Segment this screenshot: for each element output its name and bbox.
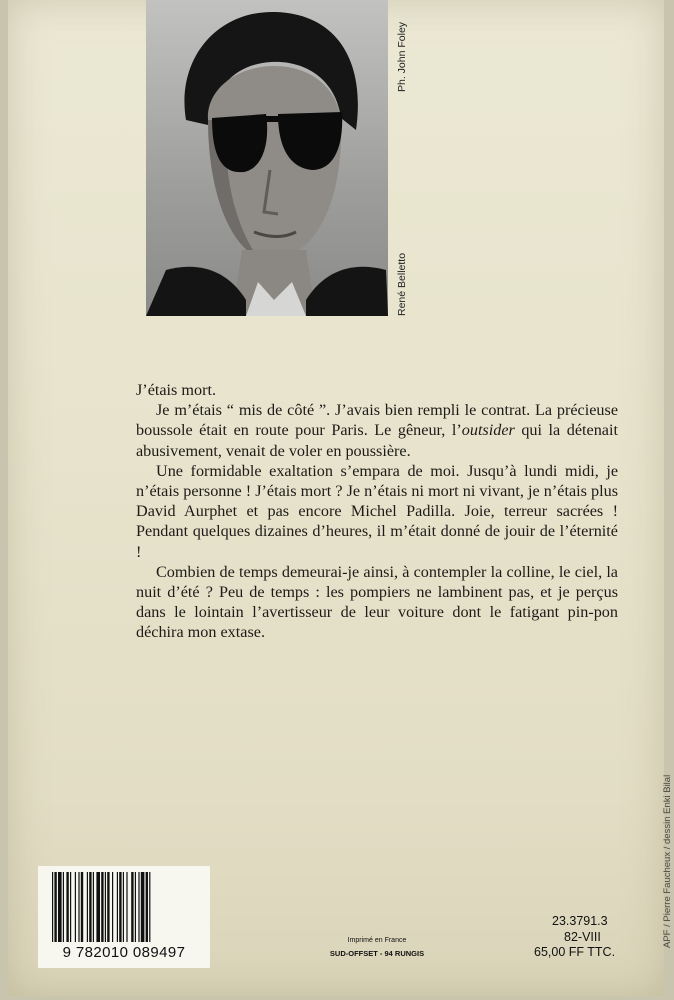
barcode-bar [105, 872, 106, 942]
barcode-bar [146, 872, 148, 942]
barcode-bar [112, 872, 113, 942]
barcode-bar [54, 872, 56, 942]
portrait-illustration [146, 0, 388, 316]
isbn-digits: 9 782010 089497 [62, 944, 186, 961]
barcode-bars [38, 866, 210, 946]
barcode-bar [131, 872, 133, 942]
printer-name-line: SUD-OFFSET - 94 RUNGIS [329, 949, 425, 958]
catalog-reference: 23.3791.3 [552, 914, 608, 928]
printed-in-line: Imprimé en France [347, 937, 407, 944]
excerpt-paragraph: Combien de temps demeurai-je ainsi, à contempler la colline, le ciel, la nuit d’été ? Peu de temps : les pompiers ne lambinent pas, et je perçus dans le lointain l’avertisseur de leur voiture dont le fatigant pin-pon déchira mon extase. [136, 562, 618, 642]
photographer-credit: Ph. John Foley [396, 21, 408, 92]
barcode-bar [66, 872, 68, 942]
excerpt-paragraph: Je m’étais “ mis de côté ”. J’avais bien rempli le contrat. La précieuse boussole était en route pour Paris. Le gêneur, l’outsider qui la détenait abusivement, venait de voler en poussière. [136, 401, 618, 460]
book-excerpt [136, 380, 618, 643]
barcode-bar [135, 872, 136, 942]
barcode-bar [75, 872, 76, 942]
excerpt-paragraph: Une formidable exaltation s’empara de moi. Jusqu’à lundi midi, je n’étais personne ! J’étais mort ? Je n’étais ni mort ni vivant, je n’étais plus David Aurphet et pas encore Michel Padilla. Joie, terreur sacrées ! Pendant quelques dizaines d’heures, il m’était donné de jouir de l’éternité ! [136, 461, 618, 561]
barcode-bar [141, 872, 145, 942]
barcode-bar [138, 872, 139, 942]
author-photo [146, 0, 388, 316]
barcode-bar [70, 872, 71, 942]
excerpt-paragraph: J’étais mort. [136, 381, 217, 399]
price-amount: 65,00 FF TTC. [534, 945, 616, 959]
barcode-bar [117, 872, 118, 942]
barcode-bar [78, 872, 79, 942]
printer-info [318, 937, 436, 958]
barcode-bar [96, 872, 100, 942]
barcode-bar [81, 872, 83, 942]
barcode-bar [89, 872, 91, 942]
series-code: 82-VIII [564, 929, 601, 944]
back-cover [8, 0, 664, 996]
barcode-bar [123, 872, 124, 942]
design-credit: APF / Pierre Faucheux / dessin Enki Bilal [662, 774, 673, 948]
barcode-bar [126, 872, 127, 942]
barcode-bar [58, 872, 62, 942]
barcode-bar [52, 872, 53, 942]
barcode-bar [149, 872, 150, 942]
author-name-caption: René Belletto [396, 252, 408, 316]
isbn-barcode [38, 866, 210, 968]
barcode-bar [119, 872, 121, 942]
barcode-bar [93, 872, 94, 942]
barcode-bar [63, 872, 64, 942]
barcode-bar [101, 872, 103, 942]
barcode-bar [87, 872, 88, 942]
price-block [534, 914, 654, 961]
barcode-bar [107, 872, 109, 942]
